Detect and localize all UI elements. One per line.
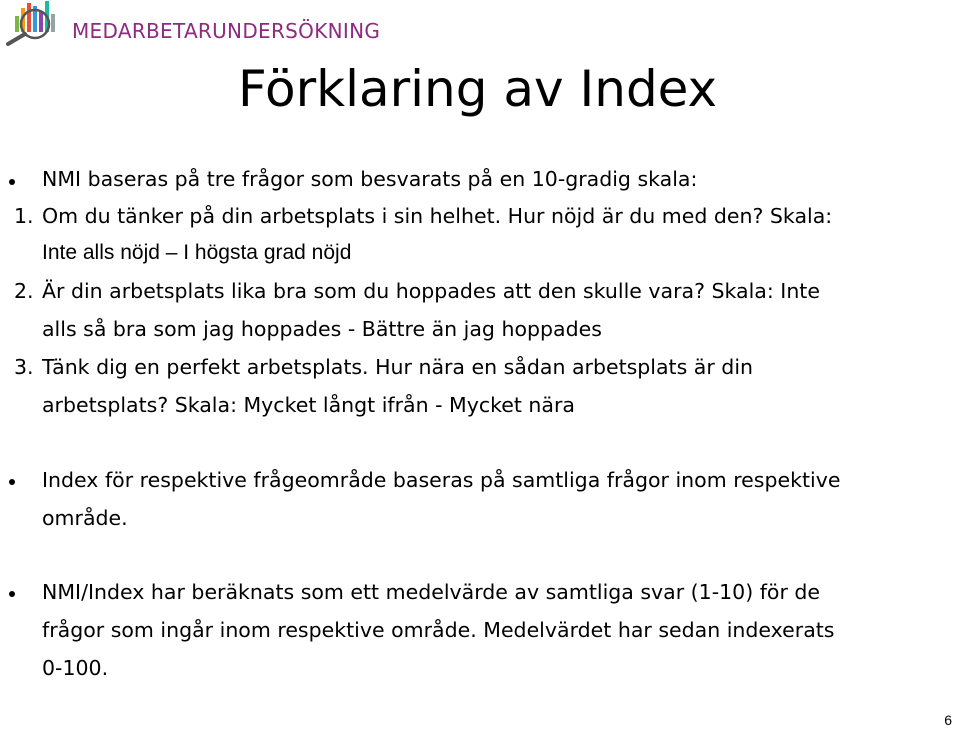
bullet-dot <box>9 179 15 185</box>
bullet-2-line-1: NMI/Index har beräknats som ett medelvärde av samtliga svar (1-10) för de <box>42 580 821 604</box>
question-2-line-2: alls så bra som jag hoppades - Bättre än jag hoppades <box>42 317 602 341</box>
bullet-2-line-2: frågor som ingår inom respektive område. Medelvärdet har sedan indexerats <box>42 618 835 642</box>
page-title: Förklaring av Index <box>238 60 718 118</box>
intro-text: NMI baseras på tre frågor som besvarats på en 10-gradig skala: <box>42 167 698 191</box>
page-number: 6 <box>944 712 952 728</box>
bullet-2-line-3: 0-100. <box>42 656 109 680</box>
brand-name: MEDARBETARUNDERSÖKNING <box>72 19 381 43</box>
bullet-dot <box>9 479 15 485</box>
question-1-line-1: Om du tänker på din arbetsplats i sin helhet. Hur nöjd är du med den? Skala: <box>42 204 833 228</box>
question-3-line-2: arbetsplats? Skala: Mycket långt ifrån - Mycket nära <box>42 393 575 417</box>
question-number: 2. <box>14 279 34 303</box>
question-number: 1. <box>14 204 34 228</box>
magnifier-bars-icon <box>2 0 72 46</box>
bullet-1-line-2: område. <box>42 506 128 530</box>
question-3-line-1: Tänk dig en perfekt arbetsplats. Hur nära en sådan arbetsplats är din <box>42 355 754 379</box>
brand-logo <box>2 0 381 46</box>
bullet-1-line-1: Index för respektive frågeområde baseras på samtliga frågor inom respektive <box>42 468 841 492</box>
bullet-dot <box>9 591 15 597</box>
question-2-line-1: Är din arbetsplats lika bra som du hoppades att den skulle vara? Skala: Inte <box>42 279 820 303</box>
question-1-line-2: Inte alls nöjd – I högsta grad nöjd <box>42 241 352 264</box>
question-number: 3. <box>14 355 34 379</box>
